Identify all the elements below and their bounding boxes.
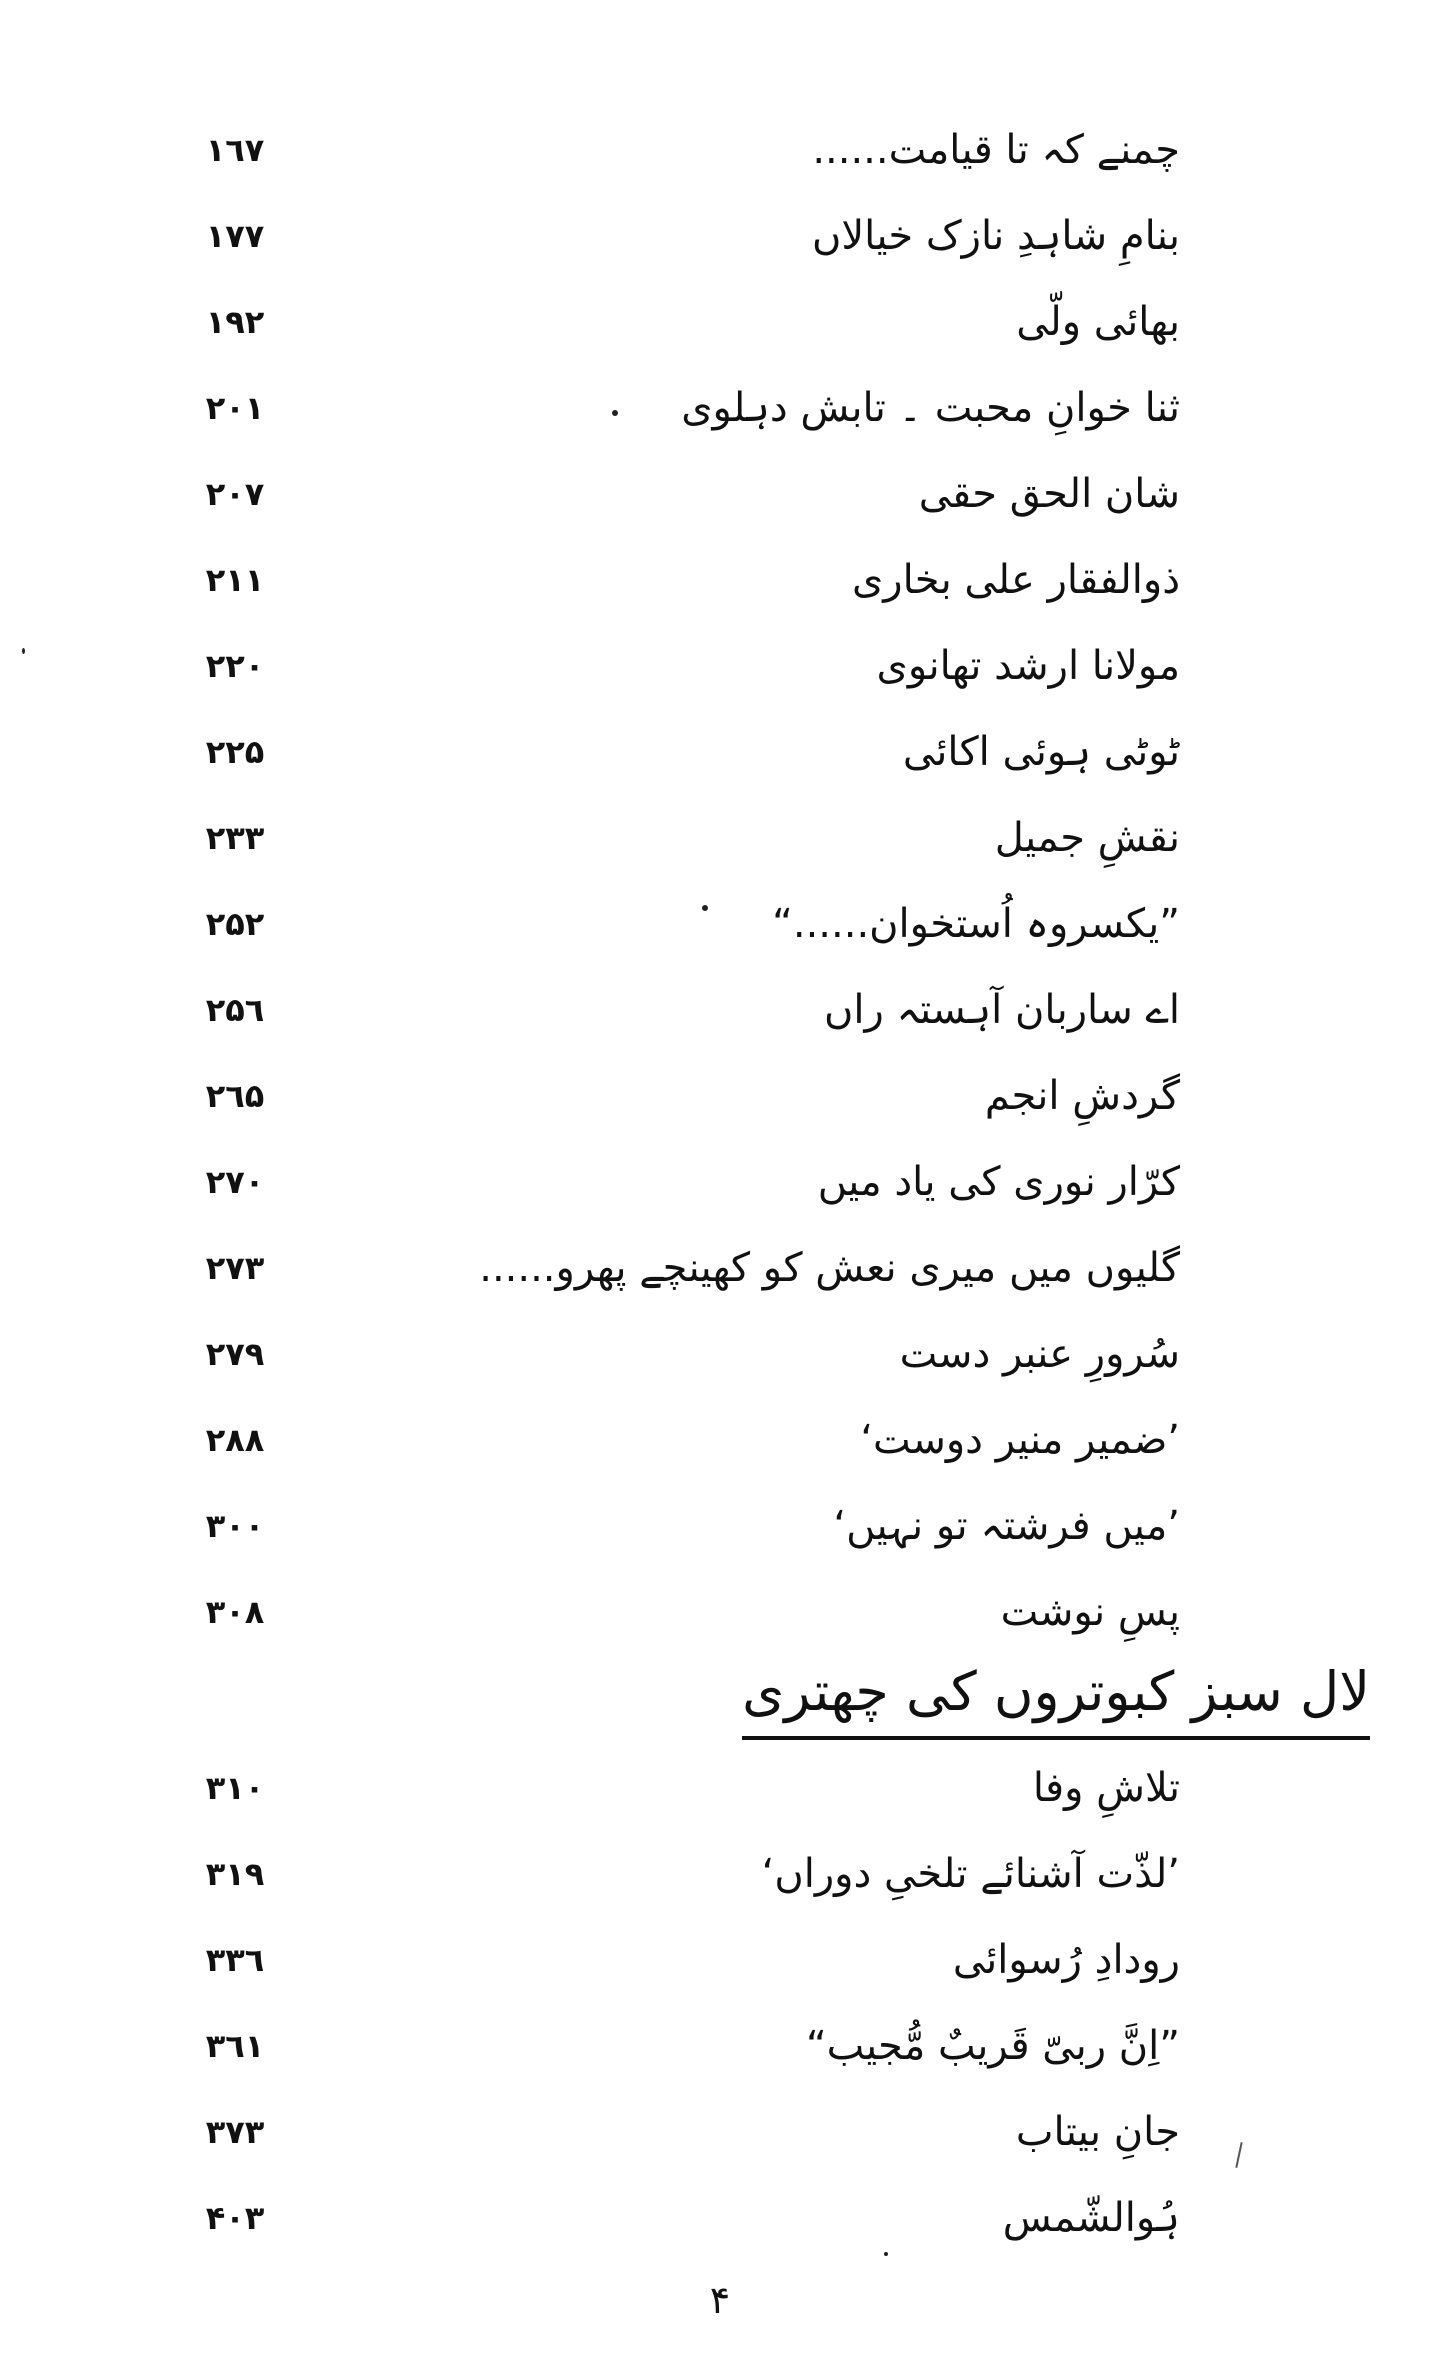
entry-page-number: ۲۱۱ bbox=[205, 561, 265, 599]
toc-entry[interactable] bbox=[0, 1144, 1445, 1230]
entry-title: کرّار نوری کی یاد میں bbox=[817, 1159, 1180, 1205]
toc-entry[interactable] bbox=[0, 1750, 1445, 1836]
entry-title: گردشِ انجم bbox=[984, 1073, 1180, 1119]
entry-title: ’میں فرشتہ تو نہیں‘ bbox=[833, 1503, 1180, 1549]
entry-title: تلاشِ وفا bbox=[1032, 1765, 1180, 1811]
entry-page-number: ۲۷۹ bbox=[205, 1335, 265, 1373]
toc-entry[interactable] bbox=[0, 542, 1445, 628]
toc-entry[interactable] bbox=[0, 2180, 1445, 2266]
entry-title: ہُوالشّمس bbox=[1002, 2195, 1180, 2241]
toc-entry[interactable] bbox=[0, 1402, 1445, 1488]
toc-entry[interactable] bbox=[0, 1230, 1445, 1316]
entry-title: پسِ نوشت bbox=[1000, 1589, 1180, 1635]
toc-entry[interactable] bbox=[0, 2094, 1445, 2180]
entry-page-number: ۳۱۰ bbox=[205, 1769, 265, 1807]
entry-title: ذوالفقار علی بخاری bbox=[851, 557, 1180, 603]
entry-title: ’ضمیر منیر دوست‘ bbox=[860, 1417, 1180, 1463]
entry-title: ثنا خوانِ محبت ۔ تابش دہلوی bbox=[681, 385, 1180, 431]
entry-title: بھائی ولّی bbox=[1016, 299, 1180, 345]
entry-page-number: ۲۲۵ bbox=[205, 733, 265, 771]
entry-page-number: ۲۷۰ bbox=[205, 1163, 265, 1201]
entry-page-number: ۳۳٦ bbox=[205, 1941, 265, 1979]
entry-page-number: ۱۹۲ bbox=[205, 303, 265, 341]
toc-entry[interactable] bbox=[0, 112, 1445, 198]
entry-page-number: ۳۷۳ bbox=[205, 2113, 265, 2151]
toc-entry[interactable] bbox=[0, 198, 1445, 284]
entry-page-number: ۲٦۵ bbox=[205, 1077, 265, 1115]
scan-speck bbox=[612, 410, 618, 416]
entry-page-number: ۲۵۲ bbox=[205, 905, 265, 943]
toc-entry[interactable] bbox=[0, 1922, 1445, 2008]
toc-entry[interactable] bbox=[0, 1058, 1445, 1144]
entry-title: گلیوں میں میری نعش کو کھینچے پھرو...... bbox=[479, 1245, 1180, 1291]
section-heading: لال سبز کبوتروں کی چھتری bbox=[742, 1652, 1370, 1740]
entry-page-number: ۲۰۷ bbox=[205, 475, 265, 513]
toc-entry[interactable] bbox=[0, 1316, 1445, 1402]
entry-title: نقشِ جمیل bbox=[994, 815, 1180, 861]
toc-entry[interactable] bbox=[0, 2008, 1445, 2094]
entry-title: ”یکسروہ اُستخوان......“ bbox=[772, 901, 1180, 947]
entry-title: رودادِ رُسوائی bbox=[952, 1937, 1180, 1983]
entry-title: ٹوٹی ہوئی اکائی bbox=[902, 729, 1180, 775]
toc-entry[interactable] bbox=[0, 1836, 1445, 1922]
entry-title: جانِ بیتاب bbox=[1015, 2109, 1180, 2155]
entry-page-number: ۳۰۸ bbox=[205, 1593, 265, 1631]
entry-title: مولانا ارشد تھانوی bbox=[876, 643, 1180, 689]
toc-entry[interactable] bbox=[0, 972, 1445, 1058]
entry-page-number: ۴۰۳ bbox=[205, 2199, 265, 2237]
toc-entry[interactable] bbox=[0, 370, 1445, 456]
entry-title: شان الحق حقی bbox=[918, 471, 1180, 517]
toc-entry[interactable] bbox=[0, 628, 1445, 714]
entry-title: بنامِ شاہدِ نازک خیالاں bbox=[811, 213, 1180, 259]
entry-page-number: ۲۲۰ bbox=[205, 647, 265, 685]
toc-entry[interactable] bbox=[0, 284, 1445, 370]
entry-title: سُرورِ عنبر دست bbox=[899, 1331, 1180, 1377]
entry-title: ’لذّت آشنائے تلخیِ دوراں‘ bbox=[761, 1851, 1180, 1897]
entry-page-number: ۲۵٦ bbox=[205, 991, 265, 1029]
entry-page-number: ۲۳۳ bbox=[205, 819, 265, 857]
entry-page-number: ۲۷۳ bbox=[205, 1249, 265, 1287]
toc-entry[interactable] bbox=[0, 800, 1445, 886]
entry-page-number: ۲۰۱ bbox=[205, 389, 265, 427]
toc-entry[interactable] bbox=[0, 456, 1445, 542]
entry-title: ”اِنَّ ربیّ قَریبٌ مُّجیب“ bbox=[805, 2023, 1180, 2069]
entry-page-number: ۳۱۹ bbox=[205, 1855, 265, 1893]
entry-title: چمنے کہ تا قیامت...... bbox=[812, 127, 1180, 173]
toc-entry[interactable] bbox=[0, 1574, 1445, 1660]
entry-page-number: ۱٦۷ bbox=[205, 131, 265, 169]
toc-entry[interactable] bbox=[0, 1488, 1445, 1574]
scan-speck bbox=[22, 648, 25, 654]
scan-speck bbox=[884, 2252, 888, 2256]
entry-title: اے ساربان آہستہ راں bbox=[824, 987, 1180, 1033]
entry-page-number: ۳۰۰ bbox=[205, 1507, 265, 1545]
entry-page-number: ۳٦۱ bbox=[205, 2027, 265, 2065]
entry-page-number: ۲۸۸ bbox=[205, 1421, 265, 1459]
scan-speck bbox=[702, 905, 708, 911]
entry-page-number: ۱۷۷ bbox=[205, 217, 265, 255]
toc-entry[interactable] bbox=[0, 714, 1445, 800]
page-number: ۴ bbox=[709, 2278, 731, 2322]
toc-entry[interactable] bbox=[0, 886, 1445, 972]
